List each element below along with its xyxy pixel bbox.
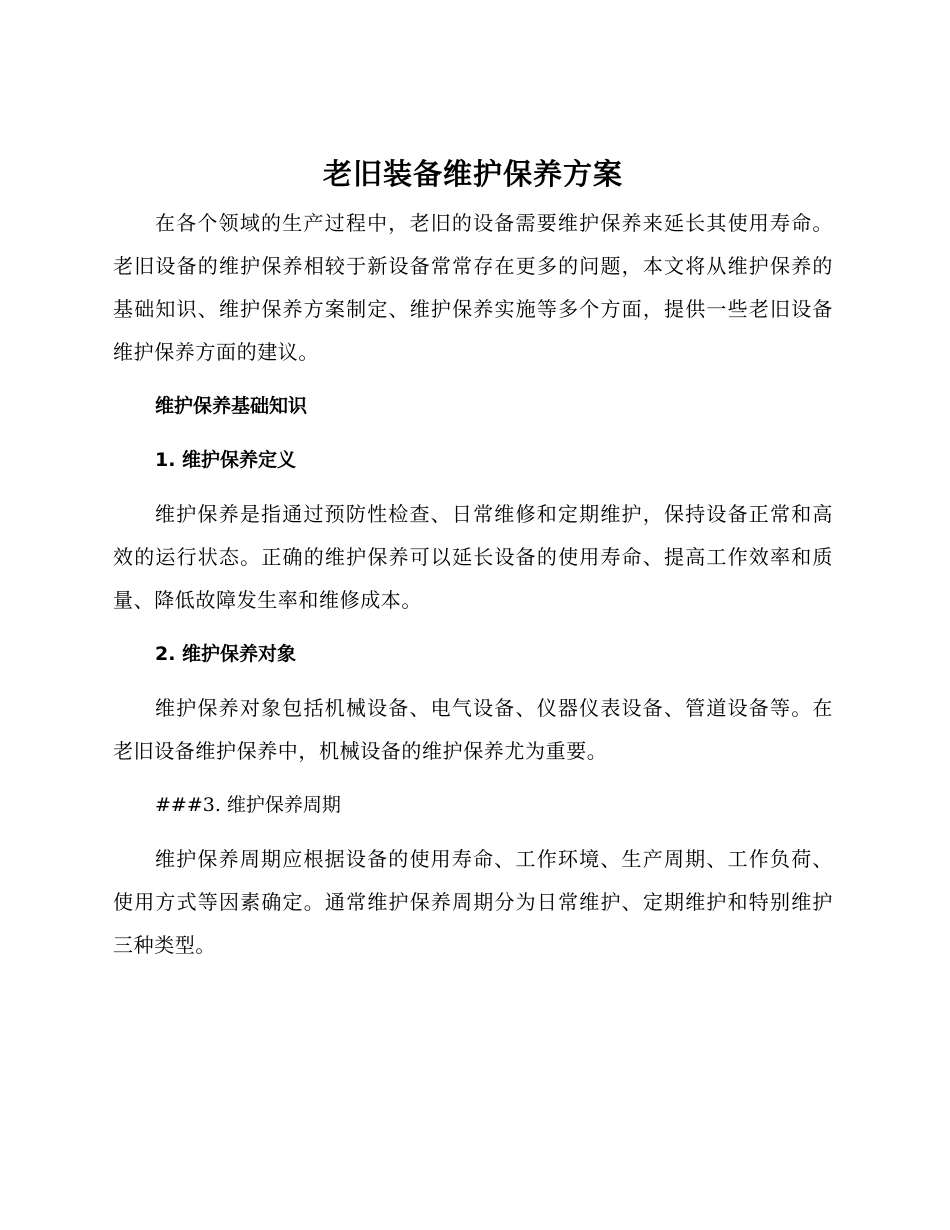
document-body: [113, 146, 833, 967]
spacer: [113, 428, 833, 439]
spacer: [113, 827, 833, 838]
subsection-2-paragraph: 维护保养对象包括机械设备、电气设备、仪器仪表设备、管道设备等。在老旧设备维护保养中，机械设备的维护保养尤为重要。: [113, 696, 833, 763]
spacer: [113, 482, 833, 493]
subsection-2-heading: 2. 维护保养对象: [155, 643, 297, 665]
spacer: [113, 676, 833, 687]
subsection-3-heading: ###3. 维护保养周期: [155, 794, 341, 816]
spacer: [113, 773, 833, 784]
subsection-3-paragraph: 维护保养周期应根据设备的使用寿命、工作环境、生产周期、工作负荷、使用方式等因素确定。通常维护保养周期分为日常维护、定期维护和特别维护三种类型。: [113, 847, 833, 957]
spacer: [113, 374, 833, 385]
section-heading: 维护保养基础知识: [155, 395, 308, 417]
document-title: 老旧装备维护保养方案: [322, 157, 623, 191]
intro-paragraph: 在各个领域的生产过程中，老旧的设备需要维护保养来延长其使用寿命。老旧设备的维护保养相较于新设备常常存在更多的问题，本文将从维护保养的基础知识、维护保养方案制定、维护保养实施等多个方面，提供一些老旧设备维护保养方面的建议。: [113, 211, 833, 364]
spacer: [113, 622, 833, 633]
subsection-1-paragraph: 维护保养是指通过预防性检查、日常维修和定期维护，保持设备正常和高效的运行状态。正确的维护保养可以延长设备的使用寿命、提高工作效率和质量、降低故障发生率和维修成本。: [113, 502, 833, 612]
subsection-1-heading: 1. 维护保养定义: [155, 449, 297, 471]
